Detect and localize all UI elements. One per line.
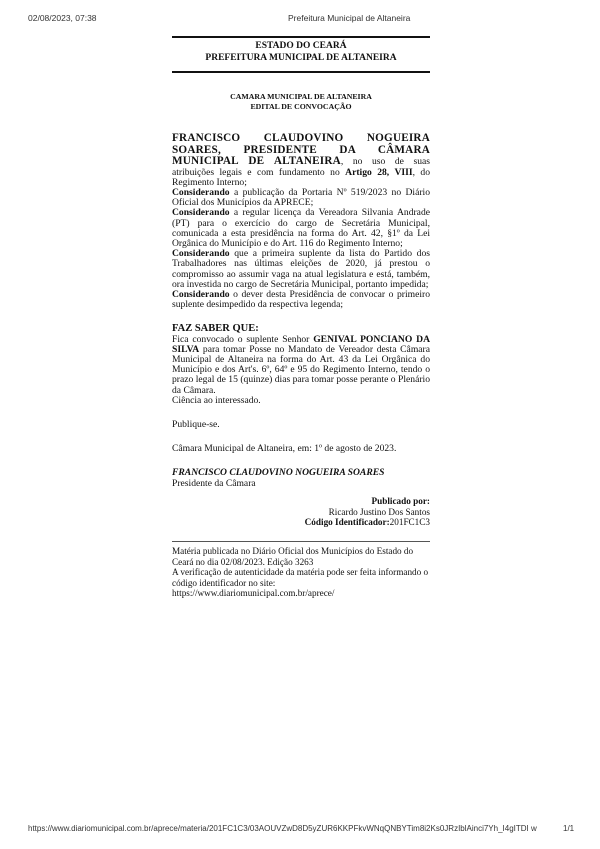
authenticity-note bbox=[172, 546, 430, 599]
convoked-name: GENIVAL PONCIANO DA SILVA bbox=[172, 333, 430, 355]
verification-note: A verificação de autenticidade da matéria pode ser feita informando o código identificador no site: bbox=[172, 567, 429, 588]
ciencia-line: Ciência ao interessado. bbox=[172, 394, 261, 406]
document-type: EDITAL DE CONVOCAÇÃO bbox=[250, 102, 352, 111]
publication-divider bbox=[172, 541, 430, 542]
document-subheading bbox=[172, 92, 430, 112]
published-by-name: Ricardo Justino Dos Santos bbox=[328, 506, 430, 517]
chamber-name: CAMARA MUNICIPAL DE ALTANEIRA bbox=[230, 92, 372, 101]
publique-line: Publique-se. bbox=[172, 418, 220, 430]
president-heading: FRANCISCO CLAUDOVINO NOGUEIRA SOARES, PRESIDENTE DA CÂMARA MUNICIPAL DE ALTANEIRA bbox=[172, 132, 430, 167]
print-page-number: 1/1 bbox=[563, 824, 575, 833]
print-footer-url: https://www.diariomunicipal.com.br/aprece/materia/201FC1C3/03AOUVZwD8D5yZUR6KKPFkvWNqQNBYTim8i2Ks0JRzIblAinci7Yh_I4gITDI w bbox=[28, 824, 537, 833]
article-reference: Artigo 28, VIII bbox=[345, 166, 413, 178]
convocation-paragraph: Fica convocado o suplente Senhor GENIVAL PONCIANO DA SILVA para tomar Posse no Mandato de Vereador desta Câmara Municipal de Altaneira na forma do Art. 43 da Lei Orgânica do Município e dos Art's. 6º, 64º e 95 do Regimento Interno, tendo o prazo legal de 15 (quinze) dias para tomar posse perante o Plenário da Câmara. bbox=[172, 333, 430, 396]
code-label: Código Identificador: bbox=[304, 517, 390, 527]
document-body bbox=[172, 133, 430, 489]
publication-info bbox=[172, 496, 430, 528]
considerando-4: Considerando o dever desta Presidência de convocar o primeiro suplente desimpedido da respectiva legenda; bbox=[172, 288, 430, 311]
considerando-1: Considerando a publicação da Portaria Nº 519/2023 no Diário Oficial dos Municípios da APRECE; bbox=[172, 186, 430, 209]
published-by-label: Publicado por: bbox=[371, 496, 430, 506]
document-masthead bbox=[172, 40, 430, 64]
header-rule-top bbox=[172, 36, 430, 38]
state-name: ESTADO DO CEARÁ bbox=[255, 41, 347, 51]
verification-link[interactable]: https://www.diariomunicipal.com.br/aprece/ bbox=[172, 588, 335, 598]
faz-saber-heading: FAZ SABER QUE: bbox=[172, 323, 259, 335]
considerando-2: Considerando a regular licença da Vereadora Silvania Andrade (PT) para o exercício do cargo de Secretária Municipal, comunicada a esta presidência na forma do Art. 42, §1º da Lei Orgânica do Município e do Art. 116 do Regimento Interno; bbox=[172, 207, 430, 249]
city-hall-name: PREFEITURA MUNICIPAL DE ALTANEIRA bbox=[205, 53, 397, 63]
print-datetime: 02/08/2023, 07:38 bbox=[28, 13, 97, 23]
print-page-title: Prefeitura Municipal de Altaneira bbox=[288, 13, 411, 23]
place-date-line: Câmara Municipal de Altaneira, em: 1º de agosto de 2023. bbox=[172, 443, 397, 455]
header-rule-bottom bbox=[172, 71, 430, 73]
publication-note: Matéria publicada no Diário Oficial dos Municípios do Estado do Ceará no dia 02/08/2023. Edição 3263 bbox=[172, 546, 414, 567]
considerando-3: Considerando que a primeira suplente da lista do Partido dos Trabalhadores nas últimas eleições de 2020, já prestou o compromisso ao assumir vaga na atual legislatura e está, também, ora investida no cargo de Secretária Municipal, portanto impedida; bbox=[172, 248, 430, 290]
signature-role: Presidente da Câmara bbox=[172, 477, 256, 489]
code-value: 201FC1C3 bbox=[389, 517, 430, 527]
opening-paragraph: FRANCISCO CLAUDOVINO NOGUEIRA SOARES, PRESIDENTE DA CÂMARA MUNICIPAL DE ALTANEIRA, no uso de suas atribuições legais e com fundamento no Artigo 28, VIII, do Regimento Interno; bbox=[172, 132, 430, 188]
signature-name: FRANCISCO CLAUDOVINO NOGUEIRA SOARES bbox=[172, 467, 385, 479]
